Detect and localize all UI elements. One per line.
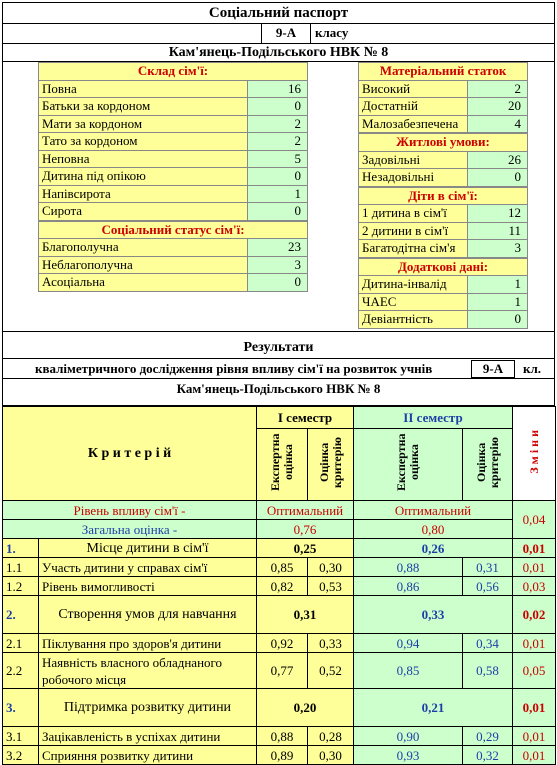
housing-row: [359, 169, 528, 187]
item-sem1-expert: 0,89: [257, 746, 308, 765]
material-row-value: 4: [468, 115, 528, 133]
family-row-value: 5: [248, 150, 308, 168]
group-label: Місце дитини в сім'ї: [39, 539, 257, 558]
family-row: [39, 98, 308, 116]
social-row-label: Неблагополучна: [39, 256, 248, 274]
family-row-label: Неповна: [39, 150, 248, 168]
group-number: 1.: [3, 539, 39, 558]
social-heading: Соціальний статус сім'ї:: [39, 221, 308, 239]
material-row-value: 20: [468, 98, 528, 116]
family-row-label: Дитина під опікою: [39, 168, 248, 186]
extra-row: [359, 311, 528, 329]
family-row-value: 0: [248, 203, 308, 221]
overall-change: 0,04: [513, 501, 556, 539]
material-row-label: Достатній: [359, 98, 468, 116]
extra-row-label: Дитина-інвалід: [359, 276, 468, 294]
item-change: 0,05: [513, 653, 556, 689]
item-sem1-expert: 0,85: [257, 558, 308, 577]
sem2-crit-header: Оцінка критерію: [463, 429, 513, 501]
results-class-abbr: кл.: [523, 361, 542, 376]
item-number: 3.1: [3, 727, 39, 746]
criteria-table: [2, 406, 556, 765]
material-row-label: Малозабезпечена: [359, 115, 468, 133]
family-row-label: Батьки за кордоном: [39, 98, 248, 116]
class-row: [3, 23, 554, 43]
results-class-value: 9-А: [471, 360, 515, 378]
level-label: Рівень впливу сім'ї -: [3, 501, 257, 520]
criterion-header: К р и т е р і й: [3, 407, 257, 501]
class-word: класу: [315, 25, 349, 40]
family-row: [39, 133, 308, 151]
family-row: [39, 203, 308, 221]
criteria-item-row: [3, 746, 556, 765]
criteria-group-row: [3, 689, 556, 727]
group-sem2-score: 0,21: [354, 689, 513, 727]
children-row-label: Багатодітна сім'я: [359, 240, 468, 258]
extra-heading: Додаткові дані:: [359, 258, 528, 276]
group-number: 2.: [3, 596, 39, 634]
group-label: Підтримка розвитку дитини: [39, 689, 257, 727]
item-number: 2.2: [3, 653, 39, 689]
item-sem2-expert: 0,90: [354, 727, 463, 746]
family-section: [38, 62, 308, 292]
social-row-label: Асоціальна: [39, 274, 248, 292]
material-row-label: Високий: [359, 80, 468, 98]
criteria-group-row: [3, 539, 556, 558]
extra-row-label: ЧАЕС: [359, 293, 468, 311]
children-row-label: 2 дитини в сім'ї: [359, 222, 468, 240]
item-number: 2.1: [3, 634, 39, 653]
item-sem1-criterion: 0,52: [308, 653, 354, 689]
criteria-item-row: [3, 634, 556, 653]
family-row-label: Сирота: [39, 203, 248, 221]
group-number: 3.: [3, 689, 39, 727]
item-change: 0,01: [513, 558, 556, 577]
item-label: Зацікавленість в успіхах дитини: [39, 727, 257, 746]
item-label: Сприяння розвитку дитини: [39, 746, 257, 765]
results-subtitle: кваліметричного дослідження рівня впливу сім'ї на розвиток учнів: [35, 361, 433, 376]
item-sem1-expert: 0,82: [257, 577, 308, 596]
item-sem2-expert: 0,88: [354, 558, 463, 577]
material-row: [359, 98, 528, 116]
item-label: Наявність власного обладнаного робочого місця: [39, 653, 257, 689]
sem2-expert-header: Експертна оцінка: [354, 429, 463, 501]
item-sem2-expert: 0,85: [354, 653, 463, 689]
children-row: [359, 240, 528, 258]
item-sem1-criterion: 0,30: [308, 558, 354, 577]
family-row: [39, 80, 308, 98]
family-row-value: 0: [248, 168, 308, 186]
children-row-label: 1 дитина в сім'ї: [359, 205, 468, 223]
family-row: [39, 185, 308, 203]
group-sem2-score: 0,33: [354, 596, 513, 634]
housing-heading: Житлові умови:: [359, 134, 528, 152]
group-change: 0,01: [513, 539, 556, 558]
group-sem2-score: 0,26: [354, 539, 513, 558]
social-row-value: 0: [248, 274, 308, 292]
level-sem1: Оптимальний: [257, 501, 354, 520]
material-row: [359, 80, 528, 98]
family-row: [39, 168, 308, 186]
item-label: Участь дитини у справах сім'ї: [39, 558, 257, 577]
family-row-value: 2: [248, 115, 308, 133]
results-school: Кам'янець-Подільського НВК № 8: [3, 378, 554, 398]
item-sem2-criterion: 0,29: [463, 727, 513, 746]
item-sem1-expert: 0,92: [257, 634, 308, 653]
changes-label: З м і н и: [526, 429, 541, 474]
housing-row-value: 26: [468, 151, 528, 169]
extra-row-value: 0: [468, 311, 528, 329]
children-row-value: 3: [468, 240, 528, 258]
class-value: 9-А: [261, 24, 311, 43]
sem1-expert-header: Експертна оцінка: [257, 429, 308, 501]
item-sem2-criterion: 0,31: [463, 558, 513, 577]
item-sem2-expert: 0,94: [354, 634, 463, 653]
item-label: Піклування про здоров'я дитини: [39, 634, 257, 653]
criteria-item-row: [3, 558, 556, 577]
overall-label: Загальна оцінка -: [3, 520, 257, 539]
item-sem2-criterion: 0,34: [463, 634, 513, 653]
item-sem2-criterion: 0,32: [463, 746, 513, 765]
changes-header: [513, 407, 556, 501]
item-change: 0,01: [513, 746, 556, 765]
item-sem2-criterion: 0,56: [463, 577, 513, 596]
family-row-label: Повна: [39, 80, 248, 98]
material-heading: Матеріальний статок: [359, 63, 528, 81]
extra-row: [359, 276, 528, 294]
children-row-value: 11: [468, 222, 528, 240]
family-row-value: 2: [248, 133, 308, 151]
school-name: Кам'янець-Подільського НВК № 8: [3, 43, 554, 62]
item-number: 3.2: [3, 746, 39, 765]
sem1-crit-header: Оцінка критерію: [308, 429, 354, 501]
family-row-value: 1: [248, 185, 308, 203]
item-sem2-expert: 0,86: [354, 577, 463, 596]
results-header: [2, 332, 555, 406]
social-row-label: Благополучна: [39, 239, 248, 257]
overall-sem2: 0,80: [354, 520, 513, 539]
item-change: 0,01: [513, 634, 556, 653]
housing-row: [359, 151, 528, 169]
group-change: 0,02: [513, 596, 556, 634]
group-sem1-score: 0,20: [257, 689, 354, 727]
extra-row: [359, 293, 528, 311]
group-change: 0,01: [513, 689, 556, 727]
sem1-header: І семестр: [257, 407, 354, 429]
passport-title: Соціальний паспорт: [208, 5, 349, 21]
item-sem1-expert: 0,77: [257, 653, 308, 689]
item-sem2-expert: 0,93: [354, 746, 463, 765]
item-sem1-criterion: 0,53: [308, 577, 354, 596]
item-sem2-criterion: 0,58: [463, 653, 513, 689]
housing-row-label: Задовільні: [359, 151, 468, 169]
extra-row-value: 1: [468, 293, 528, 311]
item-sem1-expert: 0,88: [257, 727, 308, 746]
family-row-label: Напівсирота: [39, 185, 248, 203]
social-row: [39, 274, 308, 292]
housing-row-label: Незадовільні: [359, 169, 468, 187]
item-sem1-criterion: 0,28: [308, 727, 354, 746]
passport-body: [2, 62, 555, 332]
item-number: 1.1: [3, 558, 39, 577]
criteria-block: [2, 406, 555, 765]
item-number: 1.2: [3, 577, 39, 596]
housing-row-value: 0: [468, 169, 528, 187]
family-row-value: 0: [248, 98, 308, 116]
group-label: Створення умов для навчання: [39, 596, 257, 634]
sem2-header: ІІ семестр: [354, 407, 513, 429]
material-row-value: 2: [468, 80, 528, 98]
criteria-item-row: [3, 727, 556, 746]
family-row: [39, 115, 308, 133]
level-sem2: Оптимальний: [354, 501, 513, 520]
group-sem1-score: 0,31: [257, 596, 354, 634]
item-label: Рівень вимогливості: [39, 577, 257, 596]
material-row: [359, 115, 528, 133]
group-sem1-score: 0,25: [257, 539, 354, 558]
children-row: [359, 205, 528, 223]
children-heading: Діти в сім'ї:: [359, 187, 528, 205]
family-row-value: 16: [248, 80, 308, 98]
family-heading: Склад сім'ї:: [39, 63, 308, 81]
extra-row-label: Девіантність: [359, 311, 468, 329]
family-row-label: Мати за кордоном: [39, 115, 248, 133]
right-section: [358, 62, 528, 329]
criteria-item-row: [3, 653, 556, 689]
social-row-value: 23: [248, 239, 308, 257]
family-row-label: Тато за кордоном: [39, 133, 248, 151]
family-row: [39, 150, 308, 168]
social-row: [39, 256, 308, 274]
item-sem1-criterion: 0,30: [308, 746, 354, 765]
children-row: [359, 222, 528, 240]
results-title: Результати: [243, 340, 314, 355]
results-subtitle-row: [3, 358, 554, 378]
social-row: [39, 239, 308, 257]
passport-header: [2, 2, 555, 62]
item-change: 0,01: [513, 727, 556, 746]
children-row-value: 12: [468, 205, 528, 223]
overall-sem1: 0,76: [257, 520, 354, 539]
social-row-value: 3: [248, 256, 308, 274]
criteria-item-row: [3, 577, 556, 596]
item-sem1-criterion: 0,33: [308, 634, 354, 653]
item-change: 0,03: [513, 577, 556, 596]
extra-row-value: 1: [468, 276, 528, 294]
criteria-group-row: [3, 596, 556, 634]
